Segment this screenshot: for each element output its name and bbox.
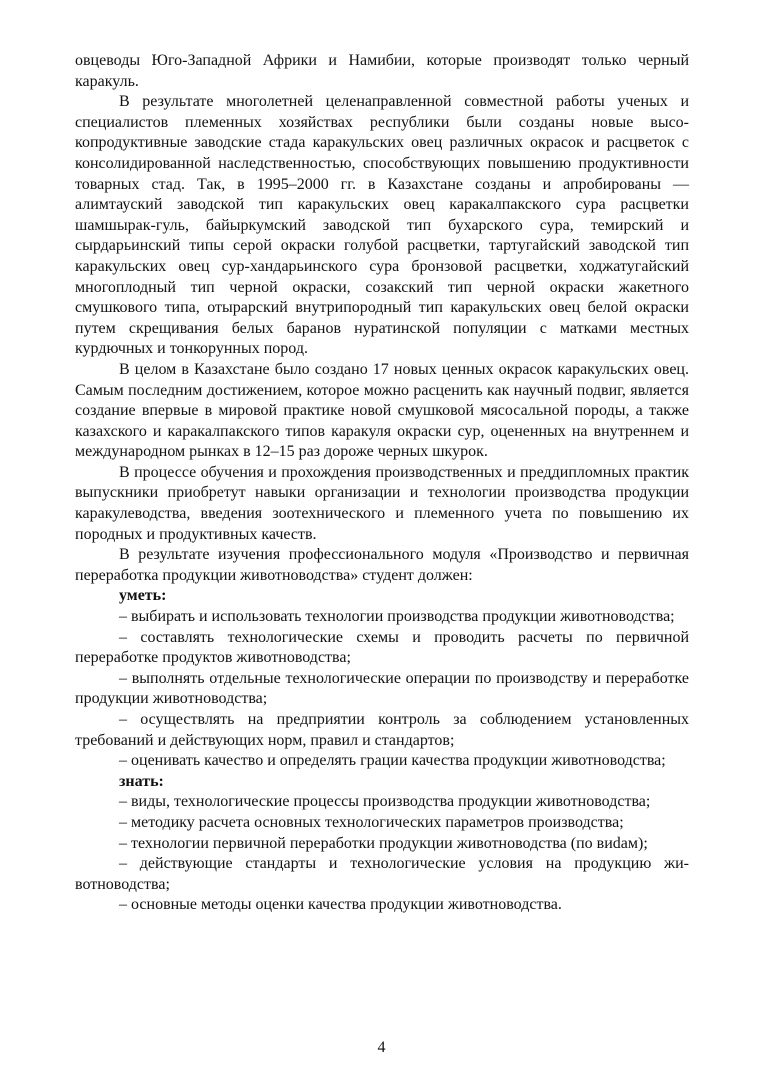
skills-item: – составлять технологические схемы и проводить расчеты по первичной переработке продуктов животноводства; [75, 628, 689, 667]
knowledge-item: – методику расчета основных технологических параметров производства; [119, 813, 624, 831]
knowledge-item: – действующие стандарты и технологические условия на продукцию животноводства; [75, 855, 689, 893]
page-number: 4 [377, 1039, 386, 1056]
paragraph-continuation: овцеводы Юго-Западной Африки и Намибии, которые производят только черный каракуль. [75, 52, 689, 90]
document-body [75, 51, 689, 916]
knowledge-heading: знать: [119, 772, 164, 790]
knowledge-item: – виды, технологические процессы производства продукции животноводства; [119, 793, 651, 811]
paragraph-training: В процессе обучения и прохождения производственных и преддипломных практик выпускники приобретут навыки организации и технологии производства продукции каракулеводства, введения зоотехнического и племенного учета по повышению их породных и продуктивных качеств. [75, 463, 689, 543]
knowledge-item: – технологии первичной переработки продукции животноводства (по виdам); [119, 834, 648, 852]
paragraph-module-intro: В результате изучения профессионального модуля «Производство и первичная переработка продукции животноводства» студент должен: [75, 546, 689, 584]
skills-heading: уметь: [119, 587, 167, 605]
knowledge-item: – основные методы оценки качества продукции животноводства. [119, 896, 562, 914]
skills-item: – выполнять отдельные технологические операции по производству и переработке продукции животноводства; [75, 669, 689, 708]
paragraph-kazakhstan-colors: В целом в Казахстане было создано 17 новых ценных окрасок каракульских овец. Самым последним достижением, которое можно расценить как научный подвиг, является создание впервые в мировой практике новой смушковой мясосальной породы, а также казахского и каракалпакского типов каракуля окраски сур, оцененных на внутреннем и международном рынках в 12–15 раз дороже черных шкурок. [75, 360, 689, 461]
paragraph-breeding-results: В результате многолетней целенаправленной совместной работы ученых и специалистов племенных хозяйствах республики были созданы новые высокопродуктивные заводские стада каракульских овец различных окрасок и расцветок с консолидированной наследственностью, способствующих повышению продуктивности товарных стад. Так, в 1995–2000 гг. в Казахстане созданы и апробированы — алимтауский заводской тип каракульских овец каракалпакского сура расцветки шамшырак-гуль, байыркумский заводской тип бухарского сура, темирский и сырдарьинский типы серой окраски голубой расцветки, тартугайский заводской тип каракульских овец сур-хандарьинского сура бронзовой расцветки, ходжатугайский многоплодный тип черной окраски, созакский тип черной окраски жакетного смушкового типа, отырарский внутрипородный тип каракульских овец белой окраски путем скрещивания белых баранов нуратинской популяции с матками местных курдючных и тонкорунных пород. [75, 93, 689, 358]
skills-item: – выбирать и использовать технологии производства продукции животноводства; [119, 608, 675, 626]
skills-item: – оценивать качество и определять грации качества продукции животноводства; [119, 752, 666, 770]
skills-item: – осуществлять на предприятии контроль за соблюдением установленных требований и действующих норм, правил и стандартов; [75, 711, 689, 749]
